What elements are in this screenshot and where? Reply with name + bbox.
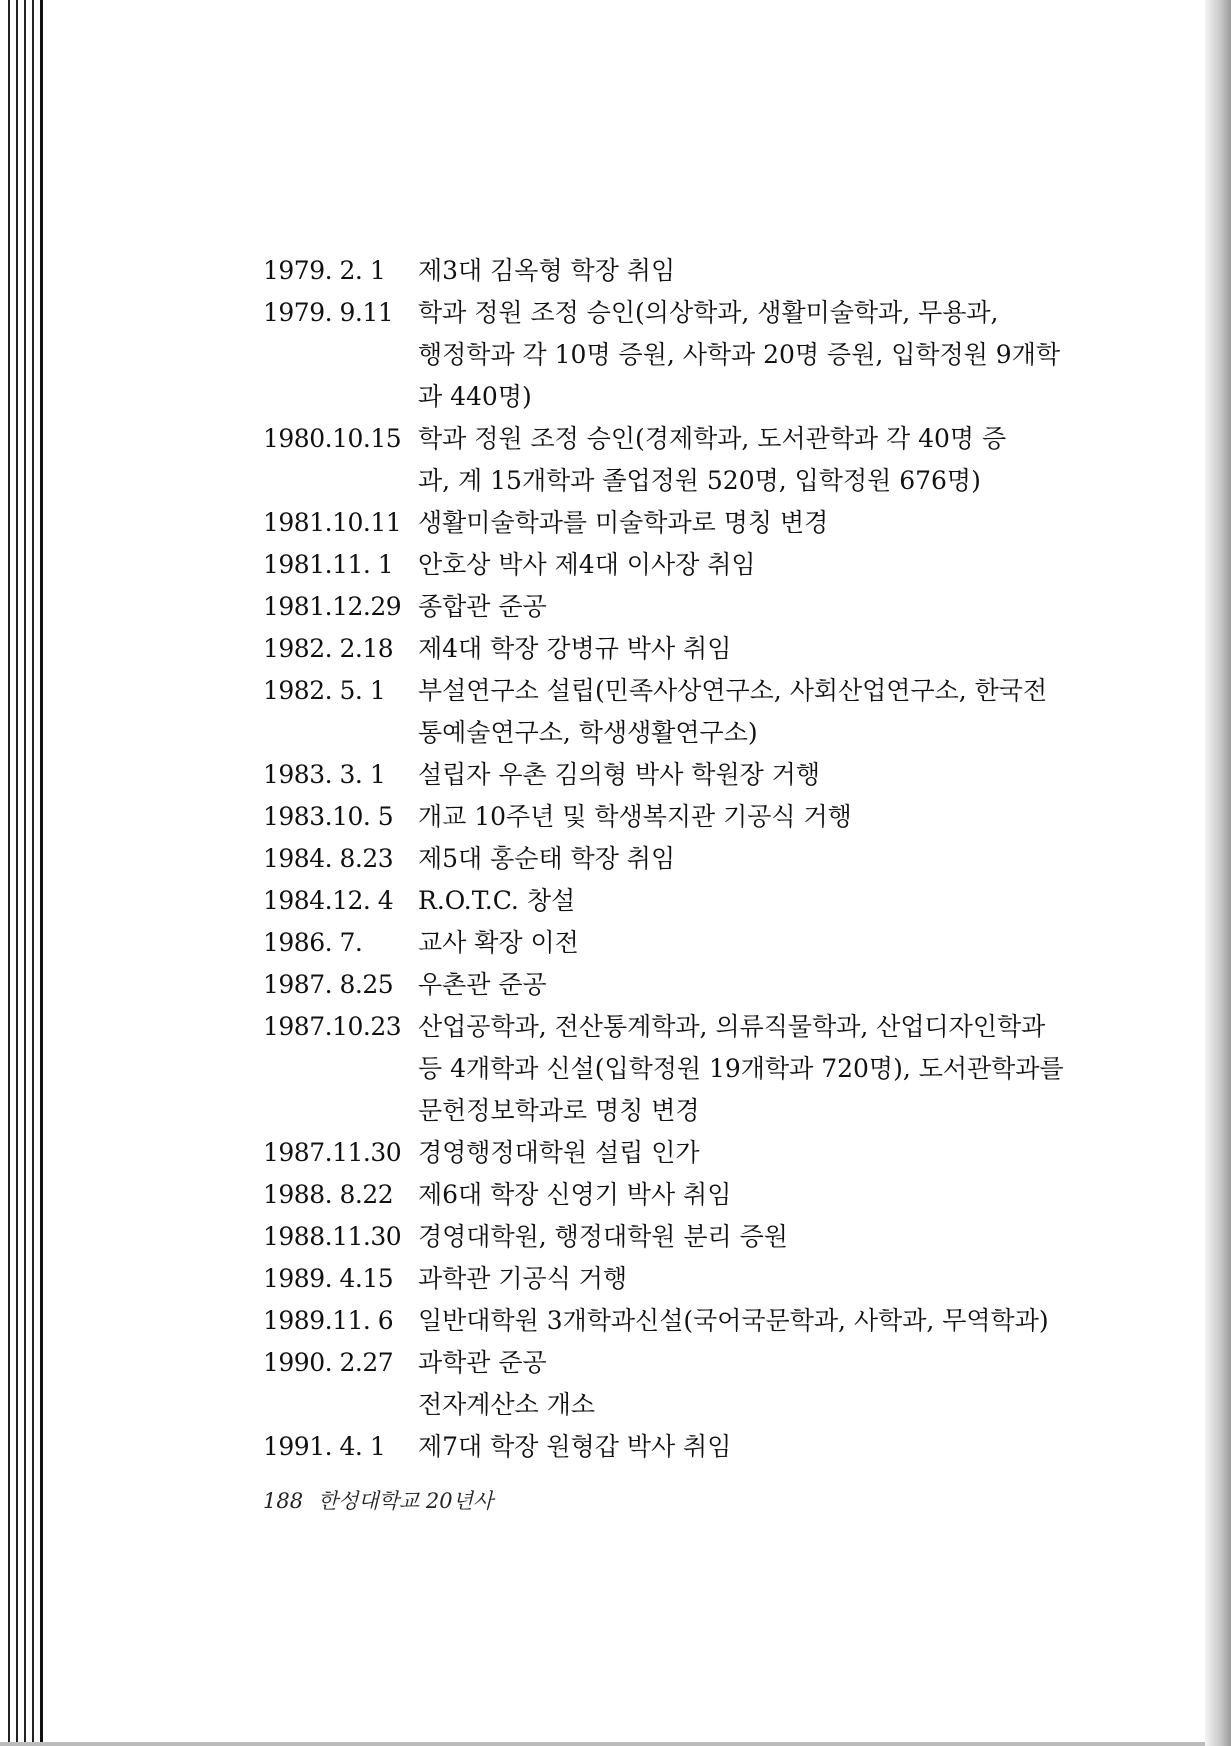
page-edge-line — [16, 0, 18, 1746]
entry-description-line: 과학관 준공 — [418, 1348, 547, 1377]
entry-description-line: 산업공학과, 전산통계학과, 의류직물학과, 산업디자인학과 — [418, 1012, 1046, 1041]
entry-date: 1981.12.29 — [263, 592, 402, 621]
entry-description-line: 우촌관 준공 — [418, 970, 547, 999]
entry-date: 1981.10.11 — [263, 508, 402, 537]
book-title: 한성대학교 20년사 — [317, 1489, 494, 1513]
entry-description — [418, 670, 1123, 754]
entry-description-line: 통예술연구소, 학생생활연구소) — [418, 718, 758, 747]
timeline-entry — [263, 1132, 1123, 1174]
entry-description-line: 전자계산소 개소 — [418, 1390, 595, 1419]
entry-description — [418, 250, 1123, 292]
entry-date: 1987. 8.25 — [263, 970, 394, 999]
entry-date: 1990. 2.27 — [263, 1348, 394, 1377]
entry-date: 1983.10. 5 — [263, 802, 394, 831]
timeline-entry — [263, 544, 1123, 586]
entry-date: 1981.11. 1 — [263, 550, 394, 579]
timeline-entry — [263, 250, 1123, 292]
entry-date: 1989. 4.15 — [263, 1264, 394, 1293]
timeline-entry — [263, 754, 1123, 796]
page-edge-line — [8, 0, 10, 1746]
entry-date: 1984. 8.23 — [263, 844, 394, 873]
entry-description — [418, 1258, 1123, 1300]
page-footer — [263, 1485, 493, 1515]
timeline-entry — [263, 502, 1123, 544]
entry-description-line: 종합관 준공 — [418, 592, 547, 621]
entry-date: 1987.10.23 — [263, 1012, 402, 1041]
page-edge-line — [24, 0, 26, 1746]
entry-date: 1982. 2.18 — [263, 634, 394, 663]
entry-description-line: 설립자 우촌 김의형 박사 학원장 거행 — [418, 760, 820, 789]
book-page — [40, 0, 1208, 1746]
entry-description-line: 경영행정대학원 설립 인가 — [418, 1138, 700, 1167]
timeline-entry — [263, 418, 1123, 502]
timeline-entry — [263, 796, 1123, 838]
entry-description — [418, 754, 1123, 796]
entry-description-line: 학과 정원 조정 승인(경제학과, 도서관학과 각 40명 증 — [418, 424, 1007, 453]
entry-description — [418, 418, 1123, 502]
entry-description-line: 부설연구소 설립(민족사상연구소, 사회산업연구소, 한국전 — [418, 676, 1048, 705]
timeline-entry — [263, 838, 1123, 880]
timeline-entry — [263, 292, 1123, 418]
timeline-entry — [263, 1342, 1123, 1426]
timeline-entry — [263, 1300, 1123, 1342]
entry-date: 1987.11.30 — [263, 1138, 402, 1167]
timeline-entry — [263, 1426, 1123, 1468]
page-number: 188 — [263, 1489, 304, 1513]
entry-description-line: 제6대 학장 신영기 박사 취임 — [418, 1180, 732, 1209]
page-bottom-edge — [0, 1742, 1205, 1746]
timeline-entry — [263, 1216, 1123, 1258]
entry-description-line: 제3대 김옥형 학장 취임 — [418, 256, 676, 285]
entry-description — [418, 922, 1123, 964]
entry-description — [418, 1300, 1123, 1342]
entry-description-line: 과학관 기공식 거행 — [418, 1264, 628, 1293]
entry-description — [418, 880, 1123, 922]
entry-description — [418, 964, 1123, 1006]
entry-description — [418, 586, 1123, 628]
timeline-entry — [263, 628, 1123, 670]
timeline-list — [263, 250, 1123, 1468]
page-shadow — [1205, 0, 1231, 1746]
entry-date: 1986. 7. — [263, 928, 363, 957]
entry-description — [418, 1426, 1123, 1468]
entry-description-line: R.O.T.C. 창설 — [418, 886, 576, 915]
entry-description-line: 교사 확장 이전 — [418, 928, 579, 957]
entry-description — [418, 796, 1123, 838]
timeline-entry — [263, 922, 1123, 964]
timeline-entry — [263, 880, 1123, 922]
entry-description-line: 생활미술학과를 미술학과로 명칭 변경 — [418, 508, 829, 537]
entry-description-line: 과, 계 15개학과 졸업정원 520명, 입학정원 676명) — [418, 466, 981, 495]
timeline-entry — [263, 964, 1123, 1006]
entry-date: 1989.11. 6 — [263, 1306, 394, 1335]
timeline-entry — [263, 1174, 1123, 1216]
entry-description — [418, 628, 1123, 670]
entry-description-line: 개교 10주년 및 학생복지관 기공식 거행 — [418, 802, 852, 831]
entry-description-line: 제4대 학장 강병규 박사 취임 — [418, 634, 732, 663]
entry-description — [418, 502, 1123, 544]
entry-description-line: 학과 정원 조정 승인(의상학과, 생활미술학과, 무용과, — [418, 298, 999, 327]
entry-description — [418, 1216, 1123, 1258]
entry-description-line: 경영대학원, 행정대학원 분리 증원 — [418, 1222, 788, 1251]
entry-description-line: 등 4개학과 신설(입학정원 19개학과 720명), 도서관학과를 — [418, 1054, 1064, 1083]
entry-description-line: 문헌정보학과로 명칭 변경 — [418, 1096, 700, 1125]
entry-date: 1984.12. 4 — [263, 886, 394, 915]
entry-description — [418, 838, 1123, 880]
timeline-entry — [263, 670, 1123, 754]
entry-description — [418, 1006, 1123, 1132]
entry-description-line: 행정학과 각 10명 증원, 사학과 20명 증원, 입학정원 9개학 — [418, 340, 1060, 369]
entry-date: 1983. 3. 1 — [263, 760, 386, 789]
entry-description-line: 안호상 박사 제4대 이사장 취임 — [418, 550, 756, 579]
entry-date: 1979. 9.11 — [263, 298, 394, 327]
timeline-entry — [263, 1006, 1123, 1132]
entry-date: 1991. 4. 1 — [263, 1432, 386, 1461]
entry-date: 1980.10.15 — [263, 424, 402, 453]
entry-description-line: 과 440명) — [418, 382, 532, 411]
entry-description — [418, 1342, 1123, 1426]
entry-description — [418, 1174, 1123, 1216]
entry-description-line: 제5대 홍순태 학장 취임 — [418, 844, 676, 873]
entry-description — [418, 292, 1123, 418]
timeline-entry — [263, 1258, 1123, 1300]
entry-date: 1979. 2. 1 — [263, 256, 386, 285]
entry-description-line: 제7대 학장 원형갑 박사 취임 — [418, 1432, 732, 1461]
page-edge-line — [32, 0, 34, 1746]
entry-description — [418, 544, 1123, 586]
entry-date: 1982. 5. 1 — [263, 676, 386, 705]
timeline-entry — [263, 586, 1123, 628]
entry-description-line: 일반대학원 3개학과신설(국어국문학과, 사학과, 무역학과) — [418, 1306, 1049, 1335]
entry-description — [418, 1132, 1123, 1174]
entry-date: 1988.11.30 — [263, 1222, 402, 1251]
entry-date: 1988. 8.22 — [263, 1180, 394, 1209]
